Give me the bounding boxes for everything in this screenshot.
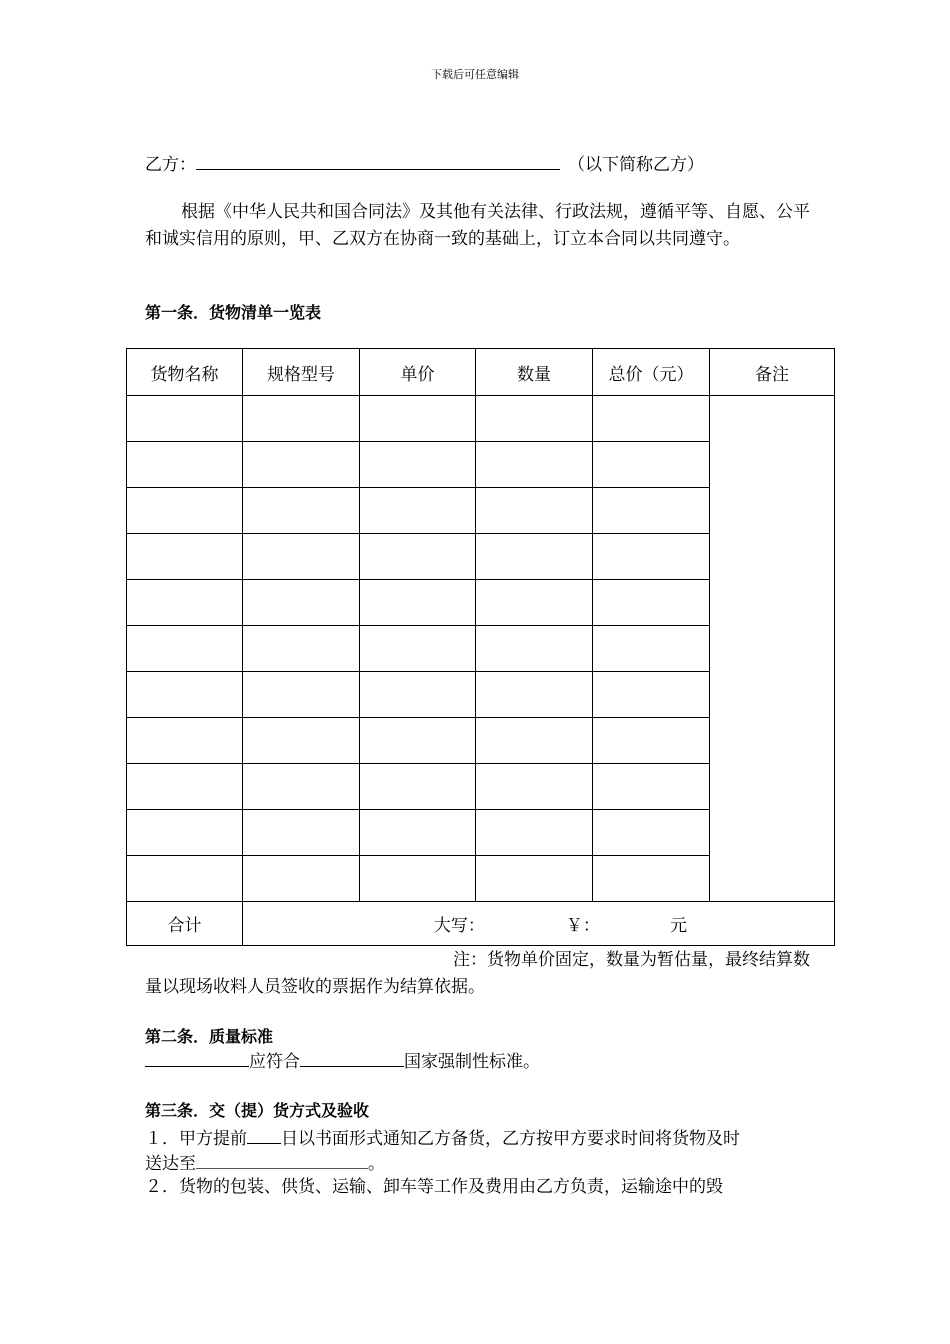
table-cell[interactable] — [593, 488, 710, 534]
table-cell[interactable] — [476, 810, 593, 856]
quality-blank-1[interactable] — [145, 1050, 249, 1067]
table-cell[interactable] — [593, 396, 710, 442]
table-cell[interactable] — [127, 488, 243, 534]
table-cell[interactable] — [127, 810, 243, 856]
item1-d: 。 — [368, 1154, 385, 1174]
table-cell[interactable] — [360, 626, 476, 672]
table-cell[interactable] — [360, 764, 476, 810]
section2-end: 国家强制性标准。 — [404, 1052, 540, 1072]
table-cell[interactable] — [127, 718, 243, 764]
party-b-suffix: （以下简称乙方） — [568, 155, 704, 175]
table-cell[interactable] — [243, 534, 360, 580]
item1-a: １．甲方提前 — [145, 1129, 247, 1149]
table-cell[interactable] — [476, 396, 593, 442]
table-cell[interactable] — [360, 442, 476, 488]
table-cell[interactable] — [360, 856, 476, 902]
table-cell[interactable] — [476, 764, 593, 810]
table-cell[interactable] — [593, 856, 710, 902]
table-cell[interactable] — [243, 764, 360, 810]
table-note: 注：货物单价固定，数量为暂估量，最终结算数量以现场收料人员签收的票据作为结算依据。 — [145, 950, 810, 997]
table-row — [127, 396, 835, 442]
delivery-address-blank[interactable] — [196, 1152, 368, 1169]
remark-cell[interactable] — [710, 396, 835, 902]
table-cell[interactable] — [243, 810, 360, 856]
col-header-total-price: 总价（元） — [593, 349, 710, 396]
col-header-remark: 备注 — [710, 349, 835, 396]
table-cell[interactable] — [360, 488, 476, 534]
section3-title: 第三条．交（提）货方式及验收 — [145, 1101, 370, 1120]
item1-line2 — [145, 1149, 385, 1174]
table-cell[interactable] — [243, 442, 360, 488]
table-cell[interactable] — [593, 580, 710, 626]
quality-blank-2[interactable] — [300, 1050, 404, 1067]
table-cell[interactable] — [593, 534, 710, 580]
table-cell[interactable] — [360, 810, 476, 856]
table-cell[interactable] — [360, 580, 476, 626]
table-cell[interactable] — [476, 672, 593, 718]
table-cell[interactable] — [360, 718, 476, 764]
table-cell[interactable] — [593, 626, 710, 672]
total-label: 合计 — [127, 902, 243, 946]
item1-line1 — [145, 1124, 740, 1149]
table-cell[interactable] — [476, 718, 593, 764]
table-cell[interactable] — [243, 856, 360, 902]
table-cell[interactable] — [127, 856, 243, 902]
item2-line: ２．货物的包装、供货、运输、卸车等工作及费用由乙方负责，运输途中的毁 — [145, 1177, 723, 1197]
col-header-name: 货物名称 — [127, 349, 243, 396]
table-cell[interactable] — [476, 488, 593, 534]
goods-table — [126, 348, 835, 946]
party-b-label: 乙方： — [145, 155, 196, 175]
section2-line — [145, 1047, 540, 1072]
total-row — [127, 902, 835, 946]
party-b-blank[interactable] — [196, 153, 560, 170]
table-cell[interactable] — [360, 396, 476, 442]
header-note: 下载后可任意编辑 — [431, 68, 519, 81]
table-cell[interactable] — [127, 534, 243, 580]
table-cell[interactable] — [127, 396, 243, 442]
table-cell[interactable] — [243, 718, 360, 764]
table-cell[interactable] — [593, 764, 710, 810]
table-cell[interactable] — [476, 534, 593, 580]
table-cell[interactable] — [360, 534, 476, 580]
table-cell[interactable] — [476, 442, 593, 488]
table-cell[interactable] — [593, 718, 710, 764]
intro-paragraph: 根据《中华人民共和国合同法》及其他有关法律、行政法规，遵循平等、自愿、公平和诚实信用的原则，甲、乙双方在协商一致的基础上，订立本合同以共同遵守。 — [145, 202, 810, 249]
section2-title: 第二条．质量标准 — [145, 1027, 274, 1046]
table-cell[interactable] — [476, 856, 593, 902]
col-header-spec: 规格型号 — [243, 349, 360, 396]
table-cell[interactable] — [593, 442, 710, 488]
total-amount-cell[interactable]: 大写： ￥： 元 — [243, 902, 835, 946]
col-header-quantity: 数量 — [476, 349, 593, 396]
table-cell[interactable] — [243, 672, 360, 718]
section2-mid: 应符合 — [249, 1052, 300, 1072]
item1-c: 送达至 — [145, 1154, 196, 1174]
table-cell[interactable] — [127, 672, 243, 718]
table-cell[interactable] — [476, 580, 593, 626]
table-cell[interactable] — [127, 580, 243, 626]
table-cell[interactable] — [593, 810, 710, 856]
col-header-unit-price: 单价 — [360, 349, 476, 396]
table-cell[interactable] — [243, 580, 360, 626]
table-cell[interactable] — [476, 626, 593, 672]
table-cell[interactable] — [593, 672, 710, 718]
table-cell[interactable] — [127, 626, 243, 672]
table-cell[interactable] — [243, 396, 360, 442]
table-cell[interactable] — [243, 626, 360, 672]
party-b-line — [145, 150, 704, 175]
notice-days-blank[interactable] — [247, 1127, 281, 1144]
table-header-row — [127, 349, 835, 396]
item1-b: 日以书面形式通知乙方备货，乙方按甲方要求时间将货物及时 — [281, 1129, 740, 1149]
table-cell[interactable] — [127, 442, 243, 488]
table-cell[interactable] — [360, 672, 476, 718]
table-cell[interactable] — [243, 488, 360, 534]
section1-title: 第一条．货物清单一览表 — [145, 303, 322, 322]
table-cell[interactable] — [127, 764, 243, 810]
